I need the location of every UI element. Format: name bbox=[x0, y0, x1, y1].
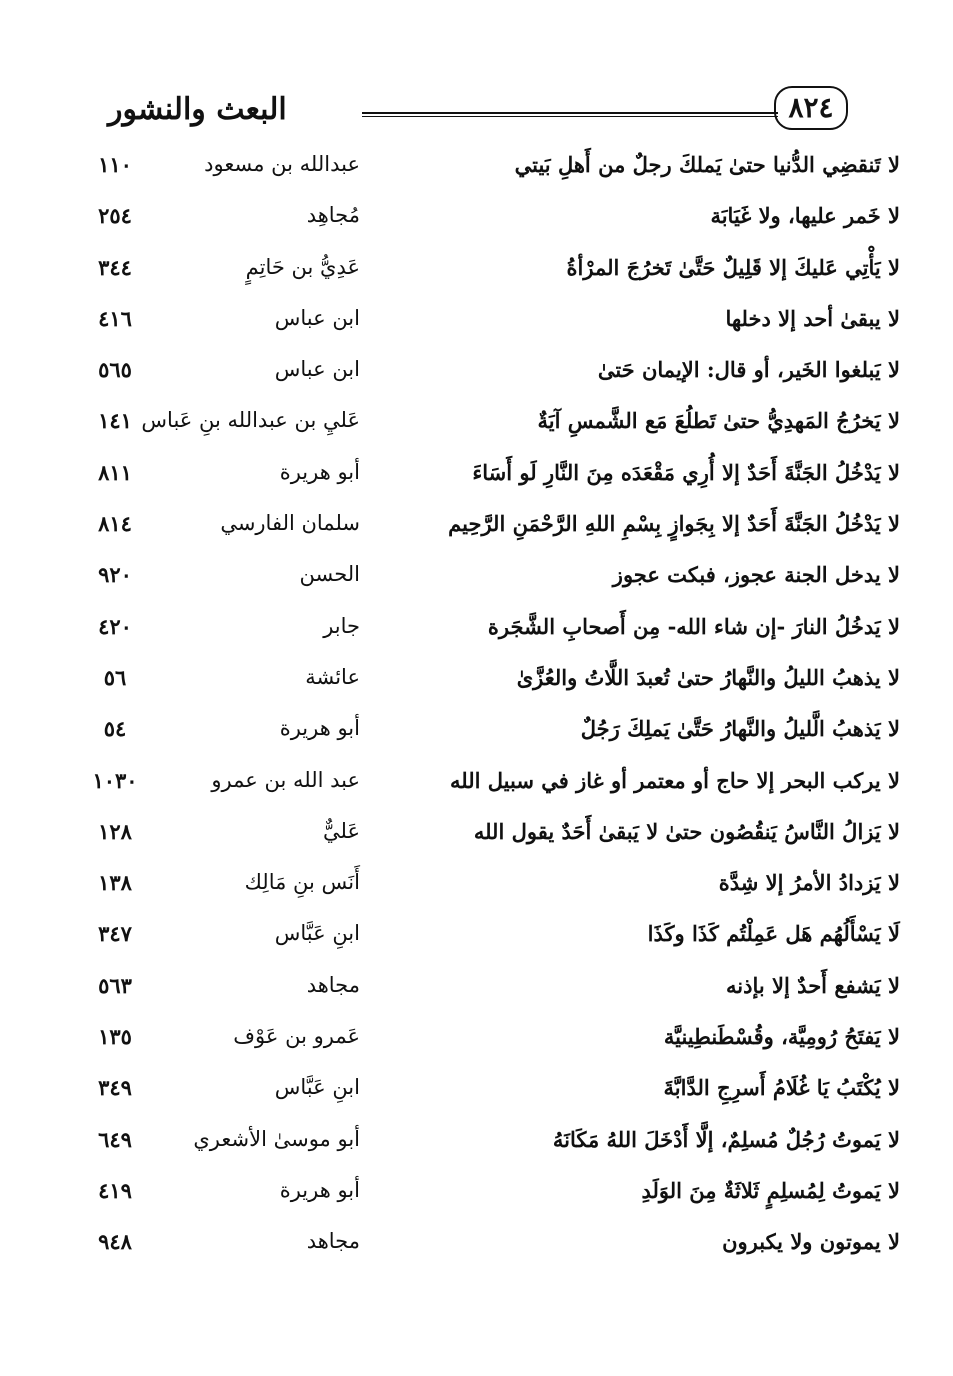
index-row bbox=[80, 507, 900, 558]
narrator-name: الحسن bbox=[299, 562, 360, 587]
hadith-text: لا يَزدادُ الأمرُ إلا شِدَّة bbox=[718, 870, 900, 896]
hadith-text: لا تَنقضِي الدُّنيا حتىٰ يَملكَ رجلٌ من أَهلِ بَيتي bbox=[514, 152, 900, 177]
hadith-text: لا يَشفع أَحدٌ إلا بإذنه bbox=[726, 972, 900, 998]
narrator-name: ابن عباس bbox=[274, 305, 360, 330]
page-reference: ٢٥٤ bbox=[98, 203, 132, 229]
narrator-name: أَنَس بنِ مَالِك bbox=[244, 870, 360, 895]
page-reference: ٦٤٩ bbox=[98, 1126, 132, 1152]
index-row bbox=[80, 404, 900, 455]
hadith-text: لا يَموتُ رُجُلٌ مُسلِمٌ، إلَّا أَدْخَلَ اللهُ مَكَانَهُ bbox=[552, 1126, 900, 1152]
narrator-name: عَليٌّ bbox=[323, 818, 360, 843]
narrator-name: مجاهد bbox=[306, 972, 360, 997]
narrator-name: جابر bbox=[323, 613, 360, 638]
index-row bbox=[80, 1174, 900, 1225]
index-row bbox=[80, 917, 900, 968]
page-reference: ٨١١ bbox=[98, 459, 132, 485]
page-reference: ١٢٨ bbox=[98, 818, 132, 844]
page-reference: ٨١٤ bbox=[98, 511, 132, 537]
narrator-name: ابنِ عَبَّاس bbox=[274, 1075, 360, 1100]
book-title: البعث والنشور bbox=[108, 92, 287, 127]
hadith-text: لا يَدْخُلُ الجَنَّةَ أَحَدٌ إلا أُرِي مَقْعَدَه مِنَ النَّارِ لَو أَسَاءَ bbox=[472, 459, 900, 485]
narrator-name: مجاهد bbox=[306, 1229, 360, 1254]
hadith-text: لا يُكْتَبُ يَا غُلَامُ أَسرِجِ الدَّابَّةَ bbox=[663, 1075, 900, 1101]
page-reference: ١٤١ bbox=[98, 408, 132, 434]
index-row bbox=[80, 1123, 900, 1174]
narrator-name: ابنِ عَبَّاس bbox=[274, 921, 360, 946]
index-row bbox=[80, 866, 900, 917]
page-reference: ١٣٥ bbox=[98, 1024, 132, 1050]
index-row bbox=[80, 1020, 900, 1071]
page-reference: ٥٤ bbox=[103, 716, 127, 742]
narrator-name: عبدالله بن مسعود bbox=[204, 152, 360, 176]
page-reference: ٥٦ bbox=[103, 664, 127, 690]
hadith-index-list bbox=[80, 148, 900, 1277]
hadith-text: لا يَزالُ النَّاسُ يَنقُصُون حتىٰ لا يَبقىٰ أَحَدٌ يقول الله bbox=[473, 818, 900, 844]
index-row bbox=[80, 456, 900, 507]
page-reference: ٤٢٠ bbox=[98, 613, 132, 639]
hadith-text: لا يَخرُجُ المَهدِيُّ حتىٰ تَطلُعَ مَع الشَّمسِ آيَةٌ bbox=[537, 408, 900, 434]
narrator-name: عَمرو بن عَوْف bbox=[233, 1024, 360, 1049]
narrator-name: سلمان الفارسي bbox=[220, 511, 360, 536]
hadith-text: لا يَذهبُ الَّليلُ والنَّهارُ حَتَّىٰ يَملِكَ رَجُلٌ bbox=[580, 716, 900, 742]
narrator-name: عائشة bbox=[305, 664, 360, 689]
narrator-name: أبو هريرة bbox=[279, 1177, 360, 1202]
hadith-text: لا يَدْخُلُ الجَنَّةَ أَحَدٌ إلا بِجَوازٍ بِسْمِ اللهِ الرَّحْمَنِ الرَّحِيم bbox=[448, 511, 900, 537]
narrator-name: عَليِ بن عبدالله بنِ عَباس bbox=[141, 408, 360, 433]
narrator-name: عَدِيُّ بن حَاتِمٍ bbox=[245, 254, 360, 279]
index-row bbox=[80, 148, 900, 199]
hadith-text: لَا يَسْأَلُهُم هَل عَمِلْتُم كَذَا وكَذَا bbox=[647, 921, 900, 947]
index-row bbox=[80, 302, 900, 353]
narrator-name: عبد الله بن عمرو bbox=[211, 767, 360, 792]
page-reference: ٩٢٠ bbox=[98, 562, 132, 588]
hadith-text: لا يموتون ولا يكبرون bbox=[722, 1229, 900, 1255]
page-reference: ١٠٣٠ bbox=[92, 767, 138, 793]
narrator-name: ابن عباس bbox=[274, 357, 360, 382]
page-reference: ١٣٨ bbox=[98, 870, 132, 896]
page-reference: ٥٦٣ bbox=[98, 972, 132, 998]
index-row bbox=[80, 353, 900, 404]
narrator-name: أبو هريرة bbox=[279, 459, 360, 484]
narrator-name: مُجاهِد bbox=[306, 203, 360, 228]
page-reference: ٣٤٩ bbox=[98, 1075, 132, 1101]
hadith-text: لا يبقىٰ أحد إلا دخلها bbox=[725, 305, 900, 331]
page-reference: ٣٤٤ bbox=[98, 254, 132, 280]
index-row bbox=[80, 815, 900, 866]
index-row bbox=[80, 251, 900, 302]
hadith-text: لا يَدخُلُ النارَ -إن شاء الله- مِن أَصحابِ الشَّجَرة bbox=[487, 613, 900, 639]
index-row bbox=[80, 764, 900, 815]
hadith-text: لا يركب البحر إلا حاج أو معتمر أو غاز في سبيل الله bbox=[450, 767, 900, 793]
page-reference: ٥٦٥ bbox=[98, 357, 132, 383]
page-reference: ٤١٦ bbox=[98, 305, 132, 331]
hadith-text: لا يَموتُ لِمُسلِمٍ ثَلاثَةٌ مِنَ الوَلَدِ bbox=[641, 1177, 900, 1203]
index-row bbox=[80, 1071, 900, 1122]
page-reference: ٩٤٨ bbox=[98, 1229, 132, 1255]
index-row bbox=[80, 558, 900, 609]
header-rule bbox=[362, 112, 778, 117]
hadith-text: لا خَمر عليها، ولا غَيَابَة bbox=[710, 203, 900, 229]
index-row bbox=[80, 199, 900, 250]
hadith-text: لا يدخل الجنة عجوز، فبكت عجوز bbox=[612, 562, 900, 588]
index-row bbox=[80, 712, 900, 763]
index-row bbox=[80, 661, 900, 712]
page-header bbox=[100, 86, 890, 132]
hadith-text: لا يذهبُ الليلُ والنَّهارُ حتىٰ تُعبدَ اللَّاتُ والعُزَّىٰ bbox=[516, 664, 900, 690]
hadith-text: لا يَبلغوا الخَير، أو قال: الإيمان حَتىٰ bbox=[597, 357, 900, 383]
page-reference: ٤١٩ bbox=[98, 1177, 132, 1203]
hadith-text: لا يَفتَحُ رُومِيَّة، وقُسْطَنطِينيَّة bbox=[663, 1024, 900, 1050]
index-row bbox=[80, 1225, 900, 1276]
hadith-text: لا يَأْتِي عَليكَ إلا قَلِيلٌ حَتَّىٰ تَخرُجَ المرْأةُ bbox=[566, 254, 900, 280]
page-reference: ٣٤٧ bbox=[98, 921, 132, 947]
index-row bbox=[80, 610, 900, 661]
narrator-name: أبو هريرة bbox=[279, 716, 360, 741]
narrator-name: أبو موسىٰ الأشعري bbox=[193, 1126, 360, 1151]
page-reference: ١١٠ bbox=[98, 152, 132, 177]
page-number-badge: ٨٢٤ bbox=[774, 86, 848, 130]
index-row bbox=[80, 969, 900, 1020]
